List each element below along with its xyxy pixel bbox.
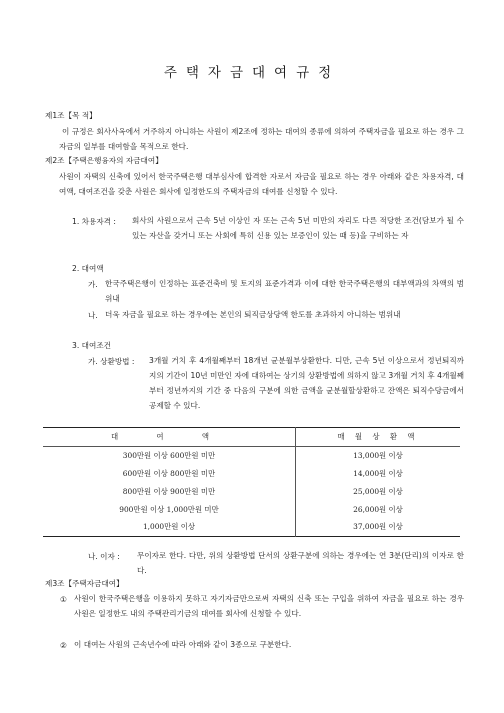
table-row xyxy=(43,446,460,464)
item-2-ga-label: 가. xyxy=(88,280,98,289)
table-cell-amount: 1,000만원 이상 xyxy=(43,518,296,536)
article-1-body: 이 규정은 회사사옥에서 거주하지 아니하는 사원이 제2조에 정하는 대여의 종류에 의하여 주택자금을 필요로 하는 경우 그 자금의 일부를 대여함을 목적으로 한다. xyxy=(59,127,464,151)
table-header-row xyxy=(43,428,460,447)
item-2-na-text: 더욱 자금을 필요로 하는 경우에는 본인의 퇴직금상당액 한도를 초과하지 아니하는 범위내 xyxy=(105,310,401,319)
table-header-amount: 대 여 액 xyxy=(43,428,296,447)
table-row xyxy=(43,465,460,483)
table-cell-monthly: 14,000원 이상 xyxy=(353,468,403,478)
table-cell-amount: 800만원 이상 900만원 미만 xyxy=(43,482,296,500)
item-1-text: 회사의 사원으로서 근속 5년 이상인 자 또는 근속 5년 미만의 자리도 다른 적당한 조건(담보가 될 수 있는 자산을 갖거니 또는 사회에 특히 신용 있는 보증인이 있는 때 등)을 구비하는 자 xyxy=(132,216,464,240)
item-2-na-label: 나. xyxy=(88,311,98,320)
paragraph-1-number: ① xyxy=(60,595,67,604)
item-2-ga-text: 한국주택은행이 인정하는 표준건축비 및 토지의 표준가격과 이에 대한 한국주택은행의 대부액과의 차액의 범위내 xyxy=(105,279,464,303)
table-cell-amount: 900만원 이상 1,000만원 미만 xyxy=(43,500,296,518)
item-3-na-label: 나. 이자 : xyxy=(88,552,120,561)
item-3-ga-label: 가. 상환방법 : xyxy=(88,357,135,366)
table-cell-amount: 600만원 이상 800만원 미만 xyxy=(43,465,296,483)
paragraph-2-text: 이 대여는 사원의 근속년수에 따라 아래와 같이 3종으로 구분한다. xyxy=(74,640,292,649)
table-row xyxy=(43,482,460,500)
table-row xyxy=(43,500,460,518)
paragraph-2-number: ② xyxy=(60,641,67,650)
item-3-na-text: 무이자로 한다. 다만, 위의 상환방법 단서의 상환구분에 의하는 경우에는 연 3분(단리)의 이자로 한다. xyxy=(137,551,464,575)
repayment-table xyxy=(43,427,460,537)
article-3-heading: 제3조【주택자금대여】 xyxy=(45,579,124,588)
item-3-label: 3. 대여조건 xyxy=(72,341,112,350)
table-cell-monthly: 13,000원 이상 xyxy=(353,451,403,461)
item-1-label: 1. 차용자격 : xyxy=(72,217,116,226)
item-3-ga-text: 3개월 거치 후 4개월째부터 18개년 균분월부상환한다. 디만, 근속 5년 이상으로서 정년퇴직까지의 기간이 10년 미만인 자에 대하여는 상기의 상환방법에 의하지 않고 3개월 거치 후 4개월째부터 정년까지의 기간 중 다음의 구분에 의한 금액을 균분월할상환하고 잔액은 퇴직수당금에서 공제할 수 있다. xyxy=(149,356,464,410)
article-1-heading: 제1조【목 적】 xyxy=(45,111,97,120)
document-title: 주택자금대여규정 xyxy=(163,65,341,81)
paragraph-1-text: 사원이 한국주택은행을 이용하지 못하고 자기자금만으로써 자택의 신축 또는 구입을 위하여 자금을 필요로 하는 경우 사원은 일정한도 내의 주택관리기금의 대여를 회사에 신청할 수 있다. xyxy=(74,594,464,618)
item-2-label: 2. 대여액 xyxy=(72,264,104,273)
table-cell-monthly: 37,000원 이상 xyxy=(353,522,403,532)
table-cell-monthly: 25,000원 이상 xyxy=(353,486,403,496)
article-2-body: 사원이 자택의 신축에 있어서 한국주택은행 대부심사에 합격한 자로서 자금을 필요로 하는 경우 아래와 같은 차용자격, 대여액, 대여조건을 갖춘 사원은 회사에 일정한도의 주택자금의 대여를 신청할 수 있다. xyxy=(59,172,464,196)
table-row xyxy=(43,518,460,536)
article-2-heading: 제2조【주택은행융자의 자금대여】 xyxy=(45,156,163,165)
table-cell-monthly: 26,000원 이상 xyxy=(353,504,403,514)
table-header-monthly: 매 월 상 환 액 xyxy=(296,428,461,447)
table-cell-amount: 300만원 이상 600만원 미만 xyxy=(43,446,296,464)
